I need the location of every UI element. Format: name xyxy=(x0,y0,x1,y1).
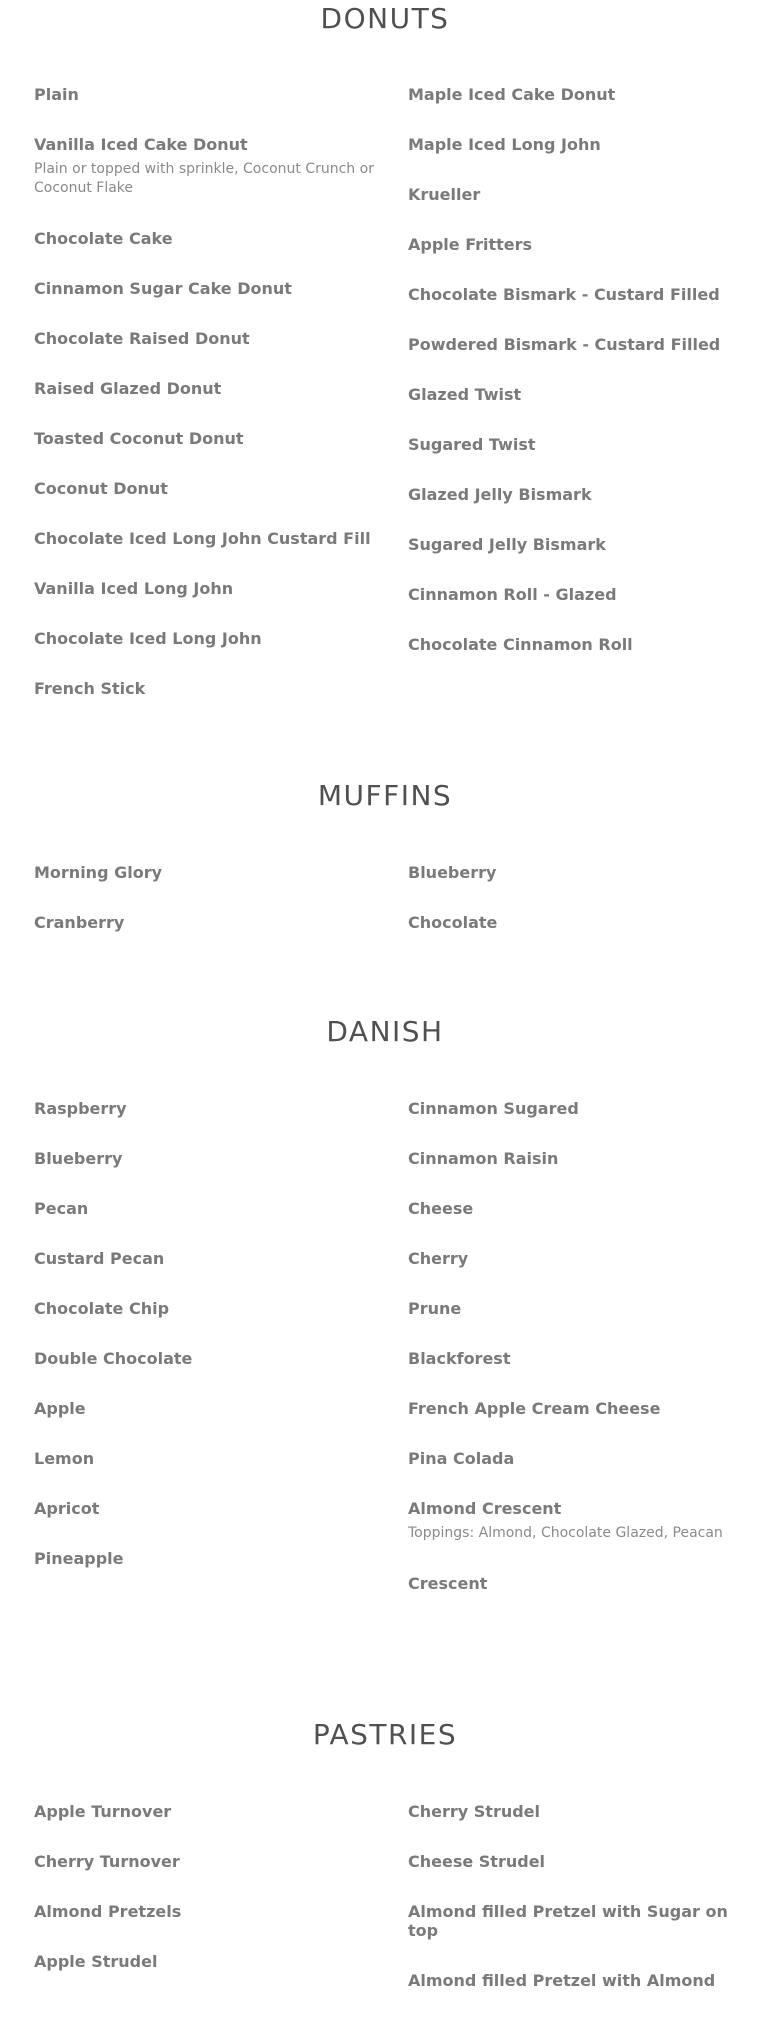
menu-item-name[interactable]: Blueberry xyxy=(408,863,497,882)
menu-item xyxy=(408,1099,738,1118)
menu-item-name[interactable]: French Apple Cream Cheese xyxy=(408,1399,661,1418)
menu-item xyxy=(34,229,374,248)
menu-item xyxy=(408,485,738,504)
menu-item xyxy=(408,1971,738,1990)
menu-item-name[interactable]: Prune xyxy=(408,1299,462,1318)
menu-item xyxy=(34,1249,374,1268)
section-title: PASTRIES xyxy=(312,1718,458,1751)
menu-item-name[interactable]: Chocolate Iced Long John xyxy=(34,629,262,648)
menu-item xyxy=(34,135,374,198)
menu-item xyxy=(34,1099,374,1118)
menu-item xyxy=(408,1574,738,1593)
menu-item xyxy=(408,1902,738,1940)
menu-item-name[interactable]: Chocolate Cinnamon Roll xyxy=(408,635,633,654)
menu-item xyxy=(34,1199,374,1218)
menu-item xyxy=(34,1499,374,1518)
menu-item xyxy=(408,85,738,104)
menu-item-name[interactable]: Glazed Jelly Bismark xyxy=(408,485,592,504)
menu-item-name[interactable]: Cinnamon Roll - Glazed xyxy=(408,585,617,604)
menu-item-name[interactable]: Cinnamon Sugar Cake Donut xyxy=(34,279,292,298)
menu-item xyxy=(408,913,738,932)
menu-item-name[interactable]: Chocolate Cake xyxy=(34,229,173,248)
menu-item-name[interactable]: Morning Glory xyxy=(34,863,163,882)
menu-item-name[interactable]: Cheese xyxy=(408,1199,474,1218)
donuts-left-column xyxy=(34,85,374,729)
menu-item-name[interactable]: Crescent xyxy=(408,1574,488,1593)
menu-item xyxy=(34,1902,374,1921)
menu-item xyxy=(34,429,374,448)
menu-item xyxy=(408,235,738,254)
menu-item xyxy=(34,85,374,104)
menu-item xyxy=(408,1802,738,1821)
menu-item xyxy=(34,863,374,882)
menu-item-name[interactable]: Maple Iced Cake Donut xyxy=(408,85,616,104)
menu-item-name[interactable]: Apricot xyxy=(34,1499,100,1518)
menu-item xyxy=(408,1449,738,1468)
muffins-left-column xyxy=(34,863,374,963)
menu-item-name[interactable]: Cranberry xyxy=(34,913,125,932)
menu-item-name[interactable]: Sugared Twist xyxy=(408,435,536,454)
menu-item xyxy=(34,1399,374,1418)
menu-item xyxy=(408,635,738,654)
menu-item-name[interactable]: French Stick xyxy=(34,679,146,698)
menu-item-name[interactable]: Toasted Coconut Donut xyxy=(34,429,244,448)
menu-item-name[interactable]: Krueller xyxy=(408,185,481,204)
menu-item-name[interactable]: Pina Colada xyxy=(408,1449,515,1468)
menu-item-name[interactable]: Chocolate Raised Donut xyxy=(34,329,250,348)
section-title: DANISH xyxy=(326,1015,444,1048)
menu-item xyxy=(34,1549,374,1568)
menu-item xyxy=(34,629,374,648)
menu-item xyxy=(34,1349,374,1368)
pastries-right-column xyxy=(408,1802,738,2021)
menu-item-name[interactable]: Vanilla Iced Long John xyxy=(34,579,234,598)
menu-item xyxy=(408,1399,738,1418)
menu-item-name[interactable]: Apple xyxy=(34,1399,86,1418)
menu-item xyxy=(34,913,374,932)
menu-item xyxy=(408,435,738,454)
section-title: DONUTS xyxy=(320,2,450,35)
menu-item xyxy=(408,1299,738,1318)
menu-item-name[interactable]: Plain xyxy=(34,85,79,104)
menu-item xyxy=(34,529,374,548)
menu-item xyxy=(408,1199,738,1218)
menu-item xyxy=(34,329,374,348)
donuts-right-column xyxy=(408,85,738,685)
menu-item xyxy=(34,379,374,398)
menu-item-name[interactable]: Cherry xyxy=(408,1249,469,1268)
menu-item-name[interactable]: Raised Glazed Donut xyxy=(34,379,222,398)
danish-right-column xyxy=(408,1099,738,1624)
menu-item xyxy=(408,535,738,554)
menu-item xyxy=(34,1802,374,1821)
menu-item-name[interactable]: Pecan xyxy=(34,1199,89,1218)
section-title: MUFFINS xyxy=(317,779,453,812)
danish-left-column xyxy=(34,1099,374,1599)
menu-item-name[interactable]: Double Chocolate xyxy=(34,1349,193,1368)
menu-item xyxy=(408,863,738,882)
menu-item xyxy=(408,335,738,354)
menu-item-description: Toppings: Almond, Chocolate Glazed, Peacan xyxy=(408,1525,723,1541)
menu-item-name[interactable]: Almond filled Pretzel with Sugar on top xyxy=(408,1902,728,1940)
menu-item xyxy=(408,285,738,304)
menu-item xyxy=(408,585,738,604)
menu-item-name[interactable]: Lemon xyxy=(34,1449,95,1468)
menu-item-name[interactable]: Sugared Jelly Bismark xyxy=(408,535,606,554)
menu-item xyxy=(408,185,738,204)
menu-item-name[interactable]: Cinnamon Sugared xyxy=(408,1099,579,1118)
menu-item-name[interactable]: Chocolate Bismark - Custard Filled xyxy=(408,285,720,304)
menu-item-name[interactable]: Almond filled Pretzel with Almond xyxy=(408,1971,716,1990)
pastries-left-column xyxy=(34,1802,374,2002)
menu-item xyxy=(408,385,738,404)
menu-item xyxy=(408,1349,738,1368)
menu-item xyxy=(408,1249,738,1268)
menu-item-name[interactable]: Powdered Bismark - Custard Filled xyxy=(408,335,721,354)
menu-item-name[interactable]: Apple Strudel xyxy=(34,1952,158,1971)
menu-item xyxy=(408,1499,738,1543)
menu-item-name[interactable]: Cheese Strudel xyxy=(408,1852,546,1871)
muffins-right-column xyxy=(408,863,738,963)
menu-item-name[interactable]: Chocolate Iced Long John Custard Fill xyxy=(34,529,371,548)
menu-item xyxy=(34,1449,374,1468)
menu-item xyxy=(34,279,374,298)
menu-item-name[interactable]: Cherry Turnover xyxy=(34,1852,180,1871)
menu-item xyxy=(408,1149,738,1168)
menu-item xyxy=(34,1149,374,1168)
menu-item-name[interactable]: Glazed Twist xyxy=(408,385,522,404)
menu-item-name[interactable]: Vanilla Iced Cake Donut xyxy=(34,135,248,154)
menu-item-name[interactable]: Blueberry xyxy=(34,1149,123,1168)
menu-item xyxy=(34,1952,374,1971)
menu-item-name[interactable]: Pineapple xyxy=(34,1549,124,1568)
menu-item xyxy=(408,135,738,154)
menu-item xyxy=(408,1852,738,1871)
menu-item-name[interactable]: Almond Pretzels xyxy=(34,1902,182,1921)
menu-item-name[interactable]: Coconut Donut xyxy=(34,479,168,498)
menu-item-name[interactable]: Blackforest xyxy=(408,1349,511,1368)
menu-item-name[interactable]: Custard Pecan xyxy=(34,1249,165,1268)
menu-item-name[interactable]: Apple Fritters xyxy=(408,235,533,254)
menu-item-name[interactable]: Maple Iced Long John xyxy=(408,135,601,154)
menu-item xyxy=(34,479,374,498)
menu-item-description: Plain or topped with sprinkle, Coconut Crunch or Coconut Flake xyxy=(34,161,374,196)
menu-item xyxy=(34,579,374,598)
menu-item xyxy=(34,1299,374,1318)
menu-item xyxy=(34,679,374,698)
menu-item-name[interactable]: Chocolate xyxy=(408,913,498,932)
menu-item-name[interactable]: Chocolate Chip xyxy=(34,1299,170,1318)
menu-item-name[interactable]: Apple Turnover xyxy=(34,1802,172,1821)
menu-item-name[interactable]: Raspberry xyxy=(34,1099,127,1118)
menu-item-name[interactable]: Cherry Strudel xyxy=(408,1802,541,1821)
menu-item xyxy=(34,1852,374,1871)
menu-item-name[interactable]: Cinnamon Raisin xyxy=(408,1149,559,1168)
menu-item-name[interactable]: Almond Crescent xyxy=(408,1499,562,1518)
